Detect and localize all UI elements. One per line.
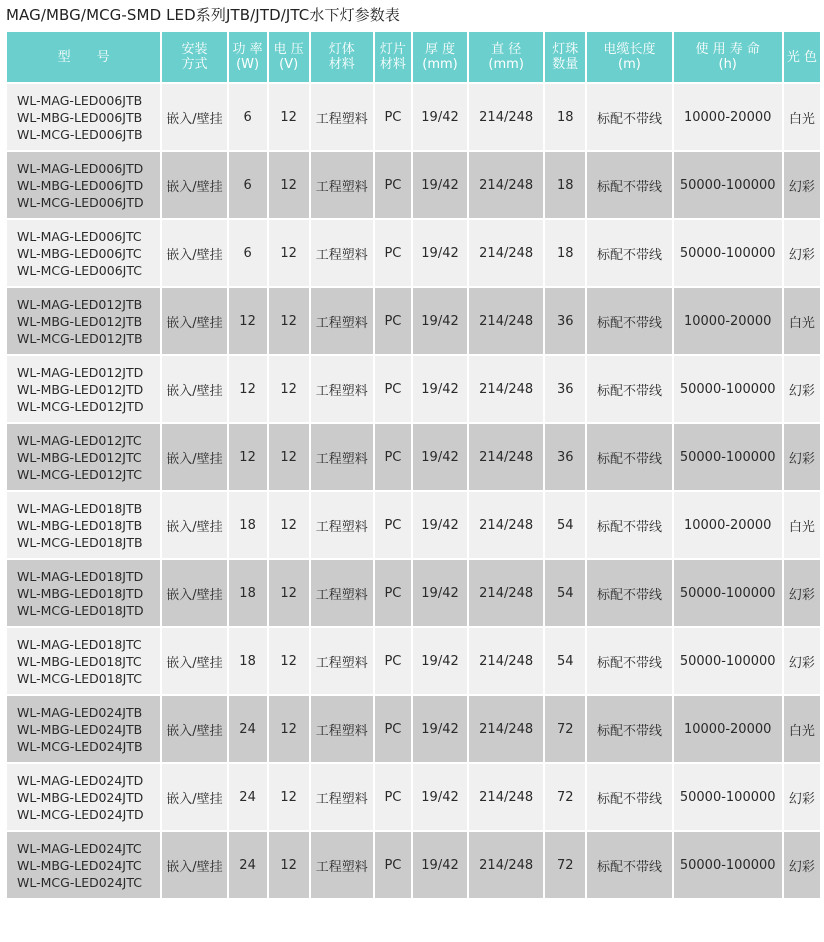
cell-models <box>7 220 160 286</box>
spec-table <box>5 30 822 900</box>
header-body-material-line1: 灯体 <box>328 42 355 57</box>
cell-diameter: 214/248 <box>469 220 543 286</box>
cell-power: 12 <box>229 288 267 354</box>
cell-lens-material: PC <box>375 220 411 286</box>
model-number: WL-MBG-LED006JTD <box>17 177 144 193</box>
cell-install: 嵌入/壁挂 <box>162 696 226 762</box>
header-voltage-line2: (V) <box>279 57 299 72</box>
cell-diameter: 214/248 <box>469 424 543 490</box>
model-number: WL-MBG-LED024JTC <box>17 857 142 873</box>
header-voltage-line1: 电 压 <box>273 42 304 57</box>
model-number: WL-MCG-LED018JTC <box>17 670 142 686</box>
cell-voltage: 12 <box>269 288 309 354</box>
cell-power: 24 <box>229 764 267 830</box>
model-number: WL-MCG-LED018JTD <box>17 602 144 618</box>
cell-light-color: 幻彩 <box>784 560 820 626</box>
cell-lifespan: 10000-20000 <box>674 696 782 762</box>
header-thickness-line1: 厚 度 <box>424 42 456 57</box>
cell-led-count: 18 <box>545 220 585 286</box>
cell-led-count: 18 <box>545 152 585 218</box>
cell-voltage: 12 <box>269 356 309 422</box>
model-number: WL-MCG-LED006JTC <box>17 262 142 278</box>
cell-diameter: 214/248 <box>469 832 543 898</box>
cell-lens-material: PC <box>375 764 411 830</box>
header-diameter-line2: (mm) <box>488 57 524 72</box>
cell-body-material: 工程塑料 <box>311 764 373 830</box>
cell-light-color: 幻彩 <box>784 152 820 218</box>
cell-lifespan: 10000-20000 <box>674 288 782 354</box>
cell-thickness: 19/42 <box>413 424 467 490</box>
table-row <box>7 492 820 558</box>
cell-body-material: 工程塑料 <box>311 832 373 898</box>
cell-body-material: 工程塑料 <box>311 424 373 490</box>
cell-lifespan: 50000-100000 <box>674 764 782 830</box>
header-power-line2: (W) <box>236 57 260 72</box>
table-row <box>7 424 820 490</box>
model-number: WL-MBG-LED012JTD <box>17 381 144 397</box>
model-number: WL-MCG-LED012JTC <box>17 466 142 482</box>
cell-cable-length: 标配不带线 <box>587 356 671 422</box>
cell-thickness: 19/42 <box>413 152 467 218</box>
cell-lens-material: PC <box>375 560 411 626</box>
cell-power: 12 <box>229 424 267 490</box>
header-lens-material-line1: 灯片 <box>379 42 406 57</box>
cell-lens-material: PC <box>375 492 411 558</box>
cell-lifespan: 50000-100000 <box>674 560 782 626</box>
cell-body-material: 工程塑料 <box>311 84 373 150</box>
header-body-material <box>311 32 373 82</box>
cell-thickness: 19/42 <box>413 492 467 558</box>
model-number: WL-MBG-LED018JTC <box>17 653 142 669</box>
model-number: WL-MAG-LED018JTC <box>17 636 142 652</box>
header-lifespan <box>674 32 782 82</box>
cell-diameter: 214/248 <box>469 288 543 354</box>
cell-power: 24 <box>229 832 267 898</box>
cell-cable-length: 标配不带线 <box>587 288 671 354</box>
cell-diameter: 214/248 <box>469 560 543 626</box>
header-cable-length-line1: 电缆长度 <box>603 42 656 57</box>
cell-lifespan: 50000-100000 <box>674 356 782 422</box>
cell-install: 嵌入/壁挂 <box>162 288 226 354</box>
model-number: WL-MCG-LED006JTB <box>17 126 143 142</box>
header-power-line1: 功 率 <box>232 42 263 57</box>
table-row <box>7 628 820 694</box>
cell-light-color: 白光 <box>784 696 820 762</box>
cell-models <box>7 764 160 830</box>
cell-power: 18 <box>229 560 267 626</box>
model-number: WL-MAG-LED012JTD <box>17 364 144 380</box>
cell-thickness: 19/42 <box>413 560 467 626</box>
model-number: WL-MBG-LED024JTB <box>17 721 143 737</box>
cell-install: 嵌入/壁挂 <box>162 424 226 490</box>
table-row <box>7 832 820 898</box>
header-install-line1: 安装 <box>181 42 208 57</box>
cell-power: 6 <box>229 84 267 150</box>
cell-cable-length: 标配不带线 <box>587 492 671 558</box>
model-number: WL-MAG-LED018JTD <box>17 568 144 584</box>
cell-thickness: 19/42 <box>413 832 467 898</box>
cell-voltage: 12 <box>269 492 309 558</box>
model-number: WL-MBG-LED006JTC <box>17 245 142 261</box>
model-number: WL-MAG-LED018JTB <box>17 500 143 516</box>
cell-light-color: 幻彩 <box>784 628 820 694</box>
cell-lifespan: 50000-100000 <box>674 424 782 490</box>
cell-cable-length: 标配不带线 <box>587 424 671 490</box>
table-row <box>7 84 820 150</box>
cell-body-material: 工程塑料 <box>311 628 373 694</box>
cell-lifespan: 10000-20000 <box>674 492 782 558</box>
cell-cable-length: 标配不带线 <box>587 152 671 218</box>
cell-voltage: 12 <box>269 832 309 898</box>
cell-lens-material: PC <box>375 152 411 218</box>
cell-thickness: 19/42 <box>413 84 467 150</box>
cell-body-material: 工程塑料 <box>311 152 373 218</box>
cell-light-color: 幻彩 <box>784 424 820 490</box>
table-row <box>7 696 820 762</box>
cell-install: 嵌入/壁挂 <box>162 560 226 626</box>
cell-thickness: 19/42 <box>413 628 467 694</box>
cell-led-count: 36 <box>545 288 585 354</box>
cell-light-color: 白光 <box>784 84 820 150</box>
cell-power: 18 <box>229 628 267 694</box>
cell-body-material: 工程塑料 <box>311 356 373 422</box>
header-thickness-line2: (mm) <box>422 57 458 72</box>
cell-diameter: 214/248 <box>469 764 543 830</box>
cell-lifespan: 10000-20000 <box>674 84 782 150</box>
cell-install: 嵌入/壁挂 <box>162 492 226 558</box>
header-lens-material <box>375 32 411 82</box>
model-number: WL-MAG-LED006JTC <box>17 228 142 244</box>
cell-power: 24 <box>229 696 267 762</box>
cell-diameter: 214/248 <box>469 696 543 762</box>
cell-diameter: 214/248 <box>469 628 543 694</box>
cell-led-count: 18 <box>545 84 585 150</box>
cell-install: 嵌入/壁挂 <box>162 356 226 422</box>
cell-models <box>7 696 160 762</box>
cell-light-color: 白光 <box>784 288 820 354</box>
cell-cable-length: 标配不带线 <box>587 696 671 762</box>
header-install <box>162 32 226 82</box>
page-title: MAG/MBG/MCG-SMD LED系列JTB/JTD/JTC水下灯参数表 <box>6 6 400 24</box>
cell-cable-length: 标配不带线 <box>587 832 671 898</box>
cell-cable-length: 标配不带线 <box>587 84 671 150</box>
table-header-row <box>7 32 820 82</box>
model-number: WL-MCG-LED012JTB <box>17 330 143 346</box>
header-model: 型 号 <box>7 32 160 82</box>
model-number: WL-MBG-LED018JTB <box>17 517 143 533</box>
cell-body-material: 工程塑料 <box>311 220 373 286</box>
cell-diameter: 214/248 <box>469 492 543 558</box>
cell-voltage: 12 <box>269 220 309 286</box>
model-number: WL-MBG-LED024JTD <box>17 789 144 805</box>
header-power <box>229 32 267 82</box>
cell-cable-length: 标配不带线 <box>587 560 671 626</box>
cell-thickness: 19/42 <box>413 696 467 762</box>
cell-lens-material: PC <box>375 832 411 898</box>
cell-models <box>7 560 160 626</box>
header-lens-material-line2: 材料 <box>379 57 406 72</box>
cell-models <box>7 152 160 218</box>
model-number: WL-MAG-LED006JTB <box>17 92 143 108</box>
cell-lens-material: PC <box>375 628 411 694</box>
cell-cable-length: 标配不带线 <box>587 628 671 694</box>
cell-led-count: 54 <box>545 560 585 626</box>
header-cable-length <box>587 32 671 82</box>
header-color: 光 色 <box>784 32 820 82</box>
cell-voltage: 12 <box>269 696 309 762</box>
cell-power: 18 <box>229 492 267 558</box>
cell-led-count: 36 <box>545 356 585 422</box>
cell-voltage: 12 <box>269 84 309 150</box>
cell-models <box>7 424 160 490</box>
cell-body-material: 工程塑料 <box>311 492 373 558</box>
cell-lifespan: 50000-100000 <box>674 628 782 694</box>
cell-cable-length: 标配不带线 <box>587 220 671 286</box>
cell-diameter: 214/248 <box>469 356 543 422</box>
header-diameter-line1: 直 径 <box>491 42 522 57</box>
header-body-material-line2: 材料 <box>328 57 355 72</box>
cell-power: 6 <box>229 220 267 286</box>
header-cable-length-line2: (m) <box>618 57 641 72</box>
cell-models <box>7 628 160 694</box>
cell-body-material: 工程塑料 <box>311 560 373 626</box>
cell-install: 嵌入/壁挂 <box>162 152 226 218</box>
cell-diameter: 214/248 <box>469 84 543 150</box>
cell-install: 嵌入/壁挂 <box>162 220 226 286</box>
cell-lifespan: 50000-100000 <box>674 220 782 286</box>
cell-install: 嵌入/壁挂 <box>162 832 226 898</box>
table-row <box>7 288 820 354</box>
model-number: WL-MCG-LED024JTD <box>17 806 144 822</box>
cell-lens-material: PC <box>375 288 411 354</box>
model-number: WL-MCG-LED018JTB <box>17 534 143 550</box>
cell-body-material: 工程塑料 <box>311 696 373 762</box>
cell-voltage: 12 <box>269 764 309 830</box>
header-lifespan-line2: (h) <box>718 57 737 72</box>
cell-lens-material: PC <box>375 424 411 490</box>
header-thickness <box>413 32 467 82</box>
cell-light-color: 白光 <box>784 492 820 558</box>
cell-lens-material: PC <box>375 84 411 150</box>
model-number: WL-MAG-LED006JTD <box>17 160 144 176</box>
cell-light-color: 幻彩 <box>784 764 820 830</box>
cell-thickness: 19/42 <box>413 288 467 354</box>
header-led-count-line2: 数量 <box>552 57 579 72</box>
model-number: WL-MAG-LED012JTB <box>17 296 143 312</box>
model-number: WL-MAG-LED024JTC <box>17 840 142 856</box>
model-number: WL-MBG-LED018JTD <box>17 585 144 601</box>
cell-led-count: 36 <box>545 424 585 490</box>
cell-models <box>7 84 160 150</box>
cell-models <box>7 288 160 354</box>
model-number: WL-MCG-LED012JTD <box>17 398 144 414</box>
model-number: WL-MBG-LED006JTB <box>17 109 143 125</box>
cell-lens-material: PC <box>375 696 411 762</box>
cell-voltage: 12 <box>269 560 309 626</box>
table-row <box>7 152 820 218</box>
model-number: WL-MCG-LED006JTD <box>17 194 144 210</box>
header-voltage <box>269 32 309 82</box>
cell-voltage: 12 <box>269 424 309 490</box>
table-row <box>7 560 820 626</box>
model-number: WL-MAG-LED012JTC <box>17 432 142 448</box>
cell-led-count: 72 <box>545 696 585 762</box>
header-install-line2: 方式 <box>181 57 208 72</box>
model-number: WL-MAG-LED024JTB <box>17 704 143 720</box>
cell-thickness: 19/42 <box>413 356 467 422</box>
cell-light-color: 幻彩 <box>784 356 820 422</box>
cell-models <box>7 832 160 898</box>
cell-power: 6 <box>229 152 267 218</box>
cell-lifespan: 50000-100000 <box>674 832 782 898</box>
cell-led-count: 72 <box>545 832 585 898</box>
cell-install: 嵌入/壁挂 <box>162 764 226 830</box>
cell-led-count: 54 <box>545 492 585 558</box>
cell-light-color: 幻彩 <box>784 220 820 286</box>
table-row <box>7 764 820 830</box>
model-number: WL-MCG-LED024JTC <box>17 874 142 890</box>
cell-led-count: 54 <box>545 628 585 694</box>
cell-light-color: 幻彩 <box>784 832 820 898</box>
table-row <box>7 356 820 422</box>
header-diameter <box>469 32 543 82</box>
cell-install: 嵌入/壁挂 <box>162 84 226 150</box>
cell-models <box>7 492 160 558</box>
cell-lens-material: PC <box>375 356 411 422</box>
table-row <box>7 220 820 286</box>
table-body <box>7 84 820 898</box>
cell-power: 12 <box>229 356 267 422</box>
model-number: WL-MBG-LED012JTC <box>17 449 142 465</box>
header-led-count <box>545 32 585 82</box>
model-number: WL-MCG-LED024JTB <box>17 738 143 754</box>
cell-thickness: 19/42 <box>413 764 467 830</box>
cell-diameter: 214/248 <box>469 152 543 218</box>
header-lifespan-line1: 使 用 寿 命 <box>695 42 760 57</box>
cell-led-count: 72 <box>545 764 585 830</box>
cell-models <box>7 356 160 422</box>
cell-body-material: 工程塑料 <box>311 288 373 354</box>
model-number: WL-MAG-LED024JTD <box>17 772 144 788</box>
cell-lifespan: 50000-100000 <box>674 152 782 218</box>
header-led-count-line1: 灯珠 <box>552 42 579 57</box>
cell-voltage: 12 <box>269 152 309 218</box>
cell-voltage: 12 <box>269 628 309 694</box>
cell-thickness: 19/42 <box>413 220 467 286</box>
cell-install: 嵌入/壁挂 <box>162 628 226 694</box>
model-number: WL-MBG-LED012JTB <box>17 313 143 329</box>
cell-cable-length: 标配不带线 <box>587 764 671 830</box>
